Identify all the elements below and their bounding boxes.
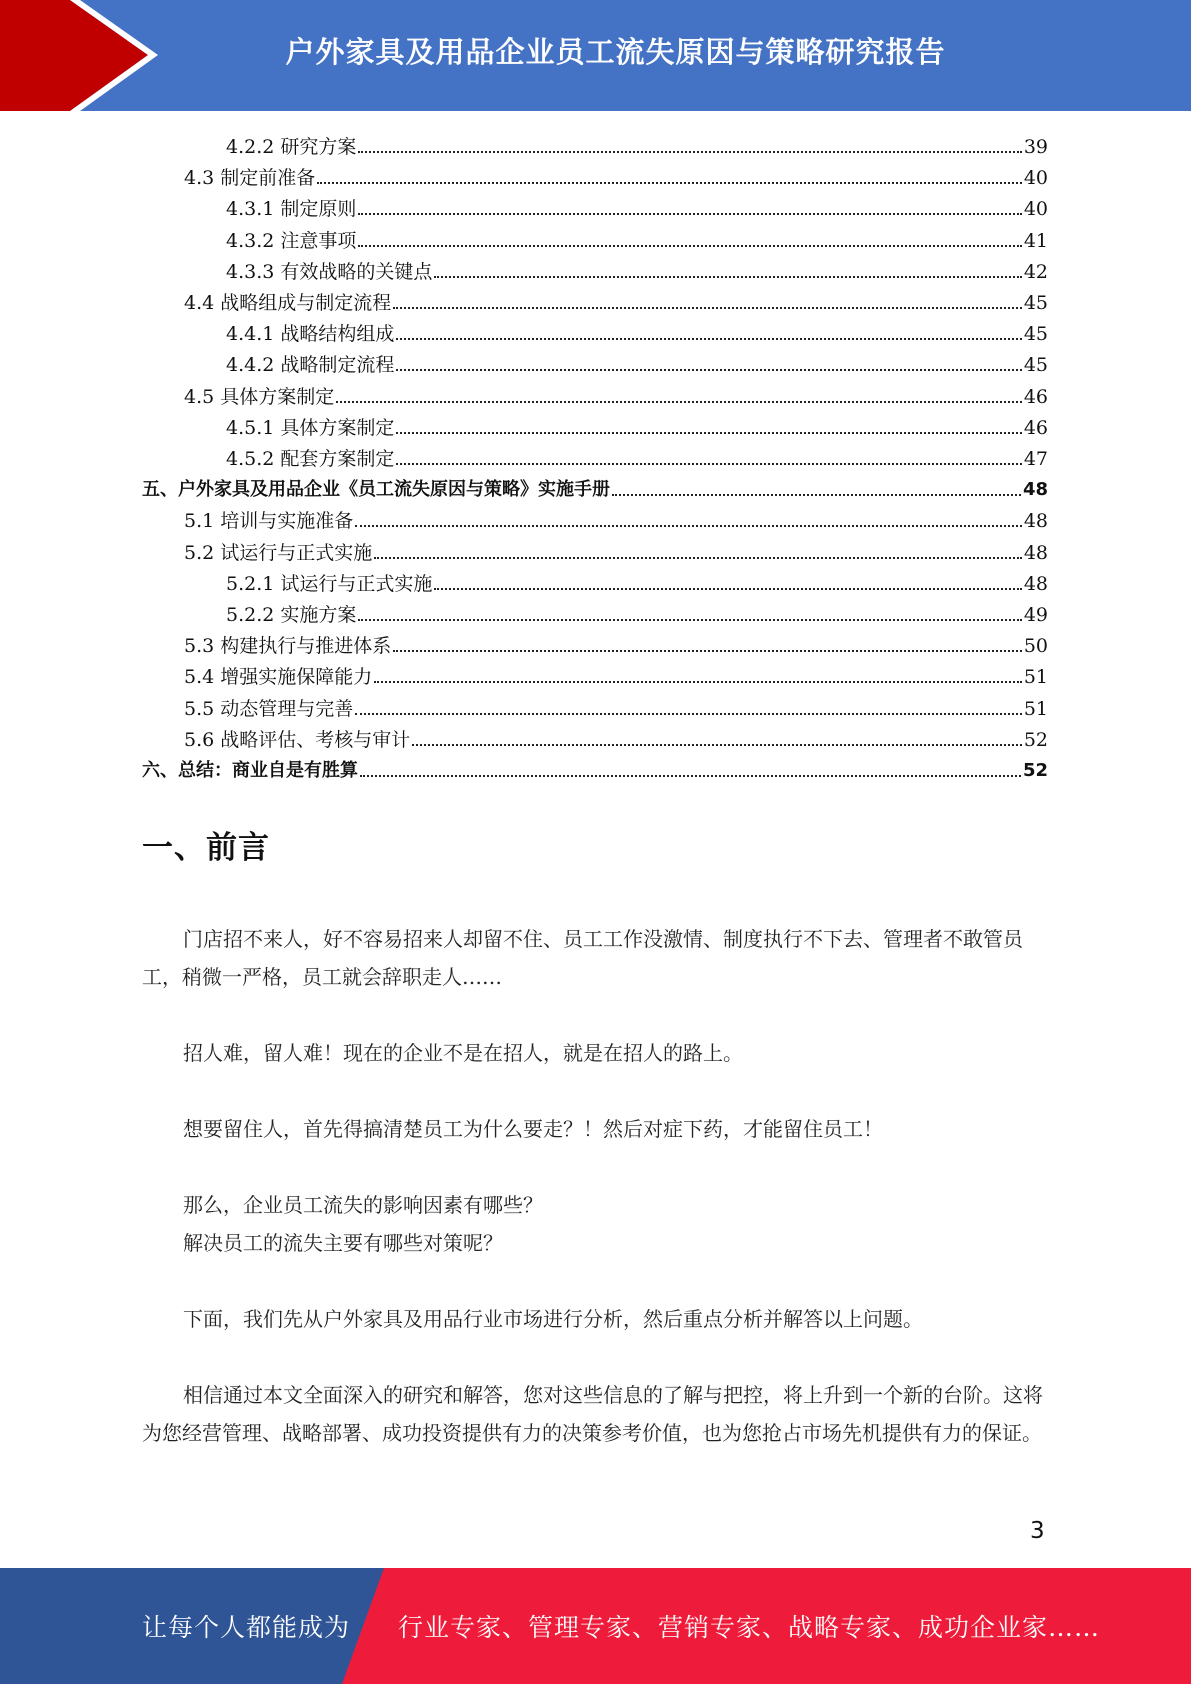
toc-leader-dots (434, 276, 1021, 278)
toc-entry-page: 51 (1023, 666, 1048, 688)
toc-leader-dots (396, 463, 1021, 465)
toc-entry-page: 48 (1023, 542, 1048, 564)
toc-entry-label: 5.1 培训与实施准备 (184, 510, 354, 532)
toc-entry-label: 五、户外家具及用品企业《员工流失原因与策略》实施手册 (142, 479, 610, 500)
toc-entry[interactable] (226, 315, 1048, 346)
toc-entry[interactable] (184, 690, 1048, 721)
toc-entry[interactable] (184, 721, 1048, 752)
toc-leader-dots (396, 369, 1021, 371)
footer-slogan-right: 行业专家、管理专家、营销专家、战略专家、成功企业家…… (398, 1613, 1101, 1642)
toc-entry[interactable] (226, 128, 1048, 159)
toc-entry-page: 49 (1023, 604, 1048, 626)
toc-chapter-entry[interactable] (142, 471, 1048, 502)
toc-entry-label: 4.3 制定前准备 (184, 167, 316, 189)
toc-entry[interactable] (184, 627, 1048, 658)
toc-leader-dots (396, 432, 1021, 434)
toc-entry-page: 48 (1023, 510, 1048, 532)
toc-leader-dots (612, 494, 1021, 496)
toc-entry-page: 42 (1023, 261, 1048, 283)
toc-entry[interactable] (226, 190, 1048, 221)
toc-entry[interactable] (184, 159, 1048, 190)
toc-entry-label: 5.4 增强实施保障能力 (184, 666, 373, 688)
toc-entry-label: 4.4.2 战略制定流程 (226, 354, 395, 376)
toc-leader-dots (412, 744, 1022, 746)
toc-entry[interactable] (226, 253, 1048, 284)
toc-entry-page: 40 (1023, 198, 1048, 220)
toc-entry-label: 4.3.2 注意事项 (226, 230, 357, 252)
toc-leader-dots (355, 713, 1022, 715)
toc-entry-page: 48 (1023, 573, 1048, 595)
body-paragraph: 那么，企业员工流失的影响因素有哪些？ (183, 1193, 543, 1217)
toc-leader-dots (393, 307, 1022, 309)
footer-slogan-left: 让每个人都能成为 (142, 1613, 351, 1642)
toc-entry-page: 46 (1023, 386, 1048, 408)
toc-entry-label: 5.2 试运行与正式实施 (184, 542, 373, 564)
toc-entry[interactable] (184, 284, 1048, 315)
toc-entry-label: 六、总结：商业自是有胜算 (142, 760, 358, 781)
toc-entry-page: 39 (1023, 136, 1048, 158)
toc-entry[interactable] (184, 534, 1048, 565)
page-footer (0, 1568, 1191, 1684)
toc-entry-page: 51 (1023, 698, 1048, 720)
toc-leader-dots (434, 588, 1021, 590)
toc-entry-label: 4.5.2 配套方案制定 (226, 448, 395, 470)
toc-entry-label: 4.2.2 研究方案 (226, 136, 357, 158)
toc-entry[interactable] (226, 346, 1048, 377)
toc-entry-label: 4.5 具体方案制定 (184, 386, 335, 408)
toc-entry[interactable] (226, 409, 1048, 440)
toc-leader-dots (396, 338, 1021, 340)
toc-leader-dots (336, 401, 1022, 403)
toc-entry[interactable] (226, 565, 1048, 596)
toc-entry-label: 5.3 构建执行与推进体系 (184, 635, 392, 657)
toc-leader-dots (358, 213, 1021, 215)
toc-entry[interactable] (184, 378, 1048, 409)
header-title: 户外家具及用品企业员工流失原因与策略研究报告 (285, 34, 946, 69)
page-number: 3 (1030, 1518, 1045, 1544)
section-heading: 一、前言 (142, 830, 270, 866)
toc-entry-page: 45 (1023, 292, 1048, 314)
toc-leader-dots (374, 681, 1022, 683)
toc-leader-dots (374, 557, 1022, 559)
toc-leader-dots (358, 151, 1021, 153)
toc-entry-page: 47 (1023, 448, 1048, 470)
body-paragraph: 想要留住人，首先得搞清楚员工为什么要走？！然后对症下药，才能留住员工！ (183, 1117, 883, 1141)
toc-entry[interactable] (184, 502, 1048, 533)
toc-entry-label: 4.3.3 有效战略的关键点 (226, 261, 433, 283)
body-paragraph: 解决员工的流失主要有哪些对策呢？ (183, 1231, 503, 1255)
toc-entry-page: 45 (1023, 323, 1048, 345)
toc-entry-label: 5.5 动态管理与完善 (184, 698, 354, 720)
toc-leader-dots (358, 245, 1021, 247)
body-paragraph: 相信通过本文全面深入的研究和解答，您对这些信息的了解与把控，将上升到一个新的台阶。这将为您经营管理、战略部署、成功投资提供有力的决策参考价值，也为您抢占市场先机提供有力的保证。 (142, 1383, 1043, 1445)
toc-entry-page: 50 (1023, 635, 1048, 657)
toc-chapter-entry[interactable] (142, 752, 1048, 783)
toc-entry-label: 5.2.1 试运行与正式实施 (226, 573, 433, 595)
body-paragraph: 门店招不来人，好不容易招来人却留不住、员工工作没激情、制度执行不下去、管理者不敢管员工，稍微一严格，员工就会辞职走人…… (142, 927, 1023, 989)
toc-entry-label: 5.2.2 实施方案 (226, 604, 357, 626)
toc-entry-page: 52 (1023, 729, 1048, 751)
toc-entry-label: 4.4.1 战略结构组成 (226, 323, 395, 345)
toc-entry[interactable] (226, 440, 1048, 471)
toc-leader-dots (360, 775, 1021, 777)
body-paragraph: 下面，我们先从户外家具及用品行业市场进行分析，然后重点分析并解答以上问题。 (183, 1307, 923, 1331)
toc-entry-page: 48 (1022, 479, 1048, 500)
toc-entry-label: 4.3.1 制定原则 (226, 198, 357, 220)
toc-entry-label: 5.6 战略评估、考核与审计 (184, 729, 411, 751)
toc-leader-dots (317, 182, 1022, 184)
toc-entry-page: 40 (1023, 167, 1048, 189)
page-header (0, 0, 1191, 111)
toc-leader-dots (393, 650, 1022, 652)
toc-entry-page: 45 (1023, 354, 1048, 376)
toc-leader-dots (358, 619, 1021, 621)
toc-entry-page: 52 (1022, 760, 1048, 781)
toc-entry[interactable] (226, 596, 1048, 627)
toc-entry[interactable] (184, 658, 1048, 689)
toc-entry-label: 4.5.1 具体方案制定 (226, 417, 395, 439)
toc-entry[interactable] (226, 222, 1048, 253)
toc-entry-page: 46 (1023, 417, 1048, 439)
body-paragraph: 招人难，留人难！现在的企业不是在招人，就是在招人的路上。 (183, 1041, 743, 1065)
toc-leader-dots (355, 525, 1022, 527)
toc-entry-page: 41 (1023, 230, 1048, 252)
toc-entry-label: 4.4 战略组成与制定流程 (184, 292, 392, 314)
